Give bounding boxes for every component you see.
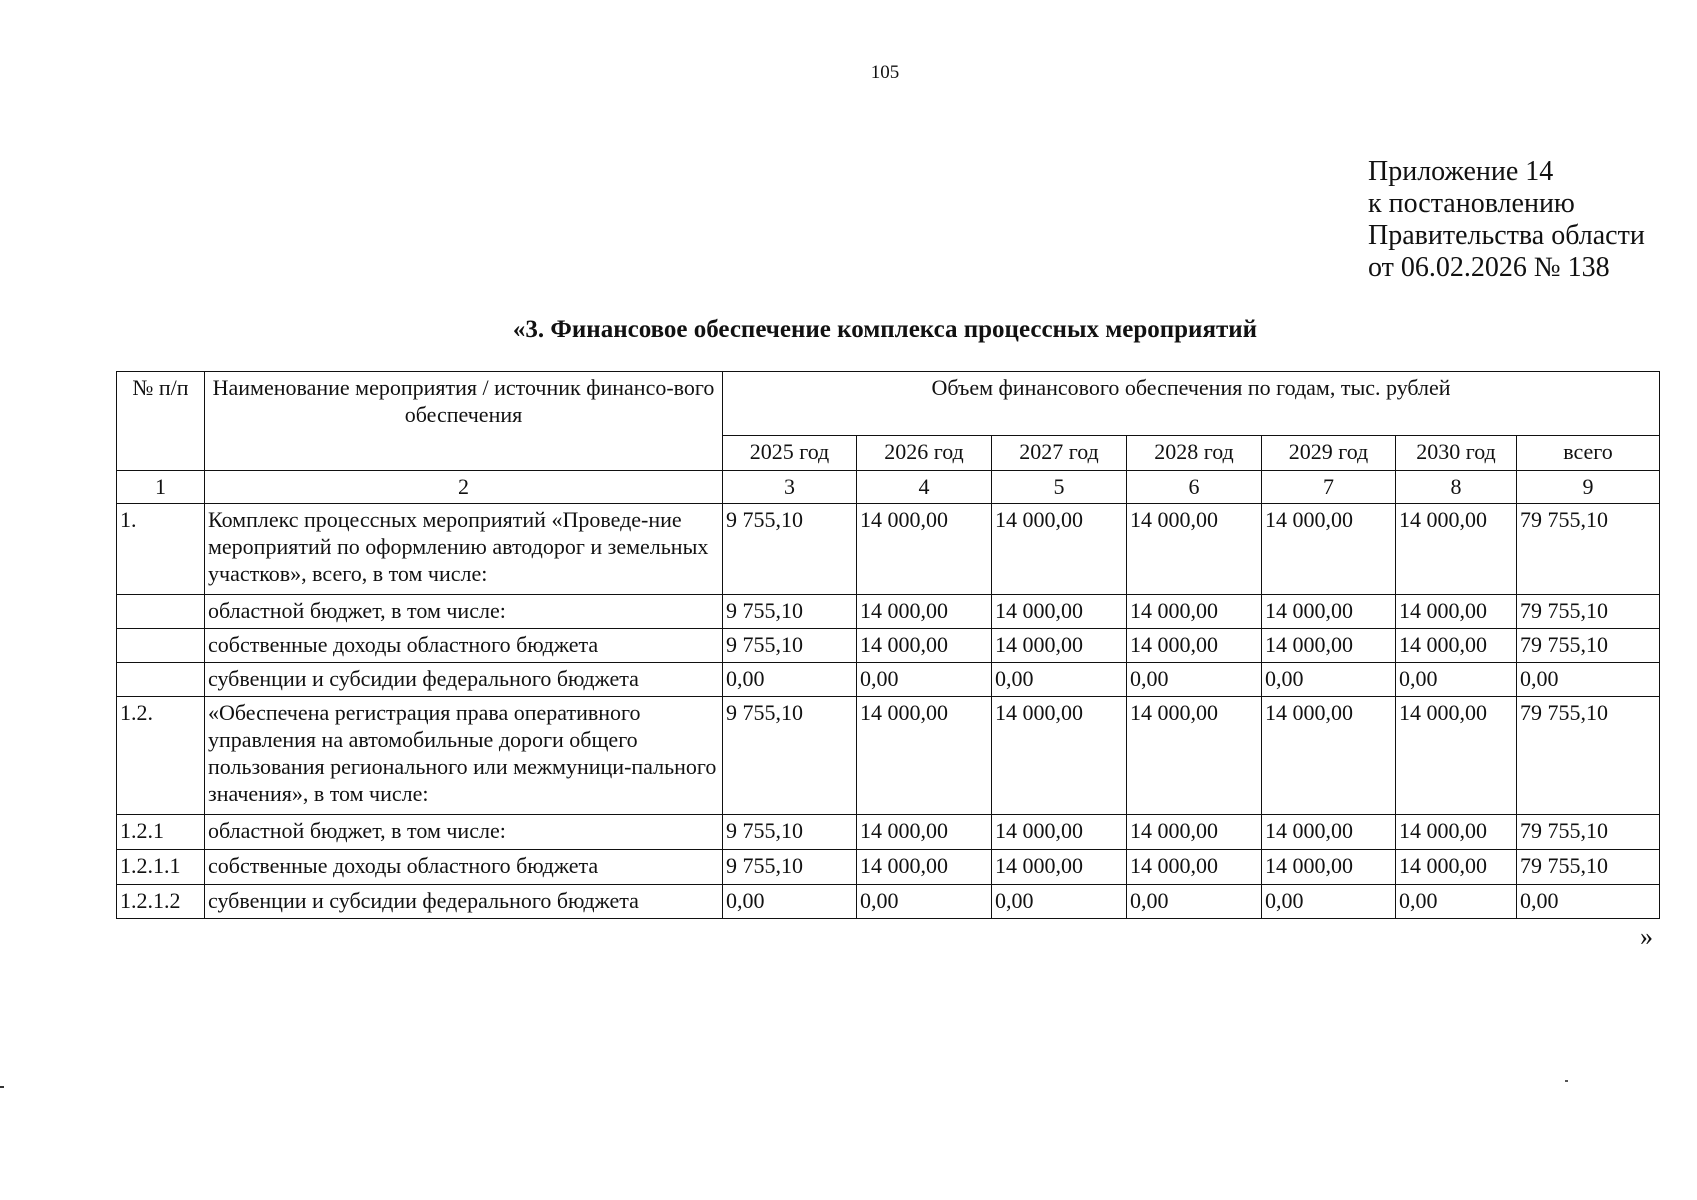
header-volume: Объем финансового обеспечения по годам, тыс. рублей [723, 372, 1660, 436]
row-total: 0,00 [1517, 885, 1660, 919]
row-value: 0,00 [1127, 663, 1262, 697]
closing-quote-mark: » [1640, 922, 1653, 951]
column-number: 6 [1127, 471, 1262, 504]
row-value: 14 000,00 [1262, 629, 1396, 663]
row-total: 79 755,10 [1517, 697, 1660, 815]
row-num: 1.2.1 [117, 815, 205, 850]
row-value: 14 000,00 [1262, 850, 1396, 885]
row-total: 79 755,10 [1517, 815, 1660, 850]
row-total: 0,00 [1517, 663, 1660, 697]
row-value: 14 000,00 [1396, 504, 1517, 595]
row-value: 14 000,00 [992, 815, 1127, 850]
row-value: 0,00 [992, 885, 1127, 919]
header-total: всего [1517, 436, 1660, 471]
row-total: 79 755,10 [1517, 850, 1660, 885]
row-value: 14 000,00 [1127, 504, 1262, 595]
header-year: 2025 год [723, 436, 857, 471]
header-name: Наименование мероприятия / источник финансо-вого обеспечения [205, 372, 723, 471]
row-value: 9 755,10 [723, 595, 857, 629]
appendix-block [1368, 156, 1645, 284]
row-num: 1.2.1.2 [117, 885, 205, 919]
row-value: 14 000,00 [992, 504, 1127, 595]
row-value: 0,00 [1396, 885, 1517, 919]
row-num: 1.2.1.1 [117, 850, 205, 885]
row-total: 79 755,10 [1517, 595, 1660, 629]
table-row [117, 663, 1660, 697]
column-numbers-row [117, 471, 1660, 504]
table-row [117, 504, 1660, 595]
appendix-line: Приложение 14 [1368, 156, 1554, 187]
row-value: 9 755,10 [723, 504, 857, 595]
row-value: 14 000,00 [1262, 815, 1396, 850]
row-value: 14 000,00 [1127, 629, 1262, 663]
column-number: 7 [1262, 471, 1396, 504]
row-value: 0,00 [1396, 663, 1517, 697]
row-value: 9 755,10 [723, 697, 857, 815]
row-num [117, 595, 205, 629]
row-value: 9 755,10 [723, 815, 857, 850]
row-name: субвенции и субсидии федерального бюджета [205, 663, 723, 697]
row-value: 14 000,00 [1127, 815, 1262, 850]
row-value: 14 000,00 [857, 850, 992, 885]
row-value: 14 000,00 [857, 697, 992, 815]
scan-edge-mark [1565, 1080, 1568, 1082]
header-year: 2030 год [1396, 436, 1517, 471]
row-name: «Обеспечена регистрация права оперативного управления на автомобильные дороги общего пользования регионального или межмуници-пального значения», в том числе: [205, 697, 723, 815]
row-name: областной бюджет, в том числе: [205, 595, 723, 629]
row-value: 14 000,00 [1127, 697, 1262, 815]
row-total: 79 755,10 [1517, 504, 1660, 595]
header-row [117, 372, 1660, 436]
row-name: Комплекс процессных мероприятий «Проведе-ние мероприятий по оформлению автодорог и земельных участков», всего, в том числе: [205, 504, 723, 595]
row-value: 9 755,10 [723, 629, 857, 663]
column-number: 4 [857, 471, 992, 504]
column-number: 9 [1517, 471, 1660, 504]
row-value: 14 000,00 [1127, 850, 1262, 885]
row-value: 14 000,00 [992, 595, 1127, 629]
row-value: 0,00 [1262, 885, 1396, 919]
row-value: 14 000,00 [1396, 595, 1517, 629]
table-row [117, 885, 1660, 919]
header-year: 2026 год [857, 436, 992, 471]
row-value: 14 000,00 [1262, 504, 1396, 595]
row-total: 79 755,10 [1517, 629, 1660, 663]
row-value: 14 000,00 [1396, 815, 1517, 850]
column-number: 5 [992, 471, 1127, 504]
page-number: 105 [870, 62, 900, 83]
financing-table [116, 371, 1660, 919]
row-value: 14 000,00 [992, 629, 1127, 663]
row-value: 9 755,10 [723, 850, 857, 885]
row-name: собственные доходы областного бюджета [205, 629, 723, 663]
row-value: 0,00 [1262, 663, 1396, 697]
header-year: 2028 год [1127, 436, 1262, 471]
column-number: 1 [117, 471, 205, 504]
row-value: 0,00 [857, 663, 992, 697]
table-row [117, 629, 1660, 663]
appendix-line: Правительства области [1368, 220, 1645, 251]
row-name: областной бюджет, в том числе: [205, 815, 723, 850]
row-value: 14 000,00 [857, 629, 992, 663]
row-value: 14 000,00 [1262, 697, 1396, 815]
column-number: 3 [723, 471, 857, 504]
appendix-line: к постановлению [1368, 188, 1575, 219]
row-value: 0,00 [992, 663, 1127, 697]
column-number: 8 [1396, 471, 1517, 504]
row-name: собственные доходы областного бюджета [205, 850, 723, 885]
row-value: 0,00 [857, 885, 992, 919]
appendix-line: от 06.02.2026 № 138 [1368, 252, 1610, 283]
scan-edge-mark [0, 1086, 4, 1088]
row-num [117, 629, 205, 663]
row-value: 14 000,00 [1396, 697, 1517, 815]
table-row [117, 595, 1660, 629]
row-value: 14 000,00 [857, 504, 992, 595]
row-value: 14 000,00 [857, 595, 992, 629]
column-number: 2 [205, 471, 723, 504]
row-num: 1.2. [117, 697, 205, 815]
row-value: 14 000,00 [992, 850, 1127, 885]
table-row [117, 850, 1660, 885]
row-value: 0,00 [1127, 885, 1262, 919]
table-row [117, 697, 1660, 815]
row-value: 0,00 [723, 885, 857, 919]
row-num [117, 663, 205, 697]
section-title: «3. Финансовое обеспечение комплекса процессных мероприятий [512, 316, 1258, 343]
header-year: 2029 год [1262, 436, 1396, 471]
table-row [117, 815, 1660, 850]
row-value: 14 000,00 [992, 697, 1127, 815]
row-value: 14 000,00 [1127, 595, 1262, 629]
row-value: 14 000,00 [1396, 629, 1517, 663]
header-year: 2027 год [992, 436, 1127, 471]
row-value: 0,00 [723, 663, 857, 697]
row-value: 14 000,00 [1396, 850, 1517, 885]
row-name: субвенции и субсидии федерального бюджета [205, 885, 723, 919]
row-value: 14 000,00 [1262, 595, 1396, 629]
row-value: 14 000,00 [857, 815, 992, 850]
row-num: 1. [117, 504, 205, 595]
header-num: № п/п [117, 372, 205, 471]
